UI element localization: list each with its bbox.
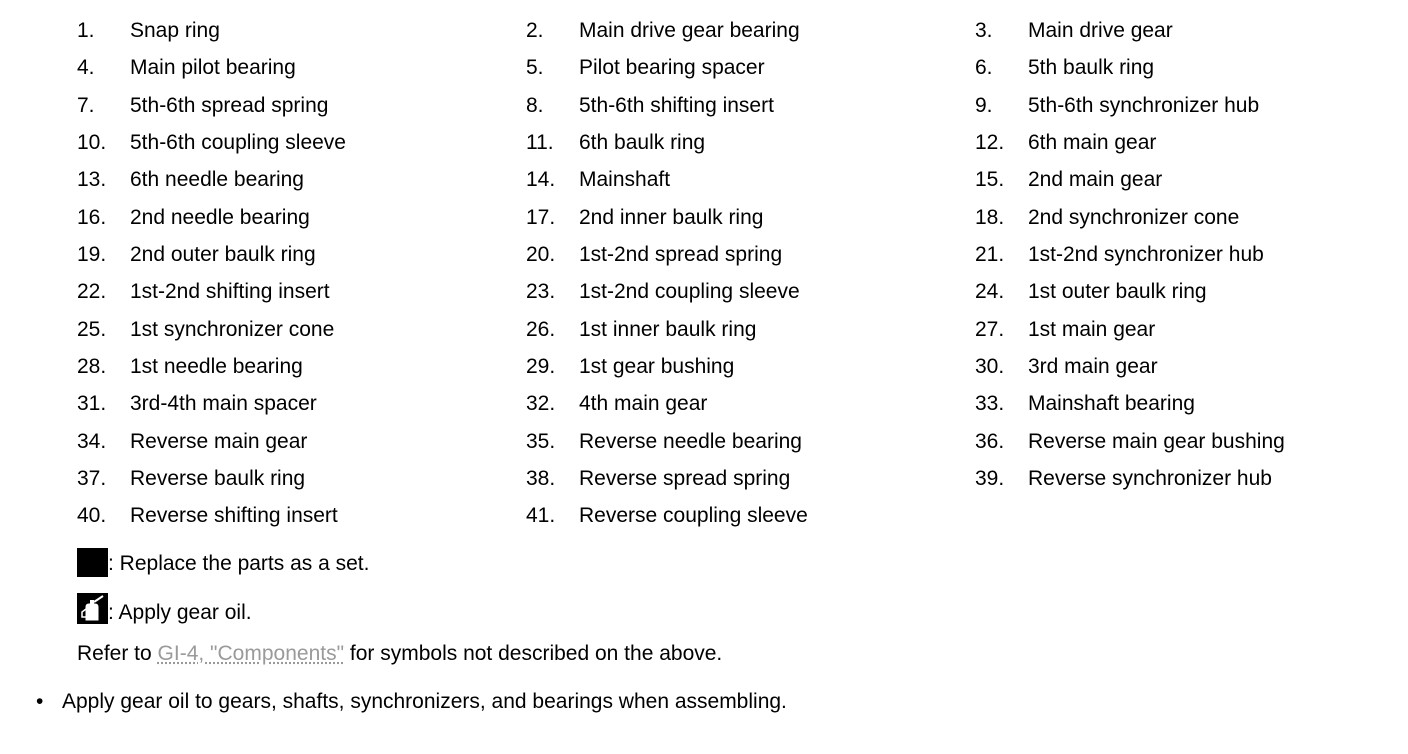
part-label: Reverse synchronizer hub — [1028, 467, 1272, 491]
part-label: 1st gear bushing — [579, 355, 735, 379]
part-number: 9. — [975, 93, 993, 117]
part-label: 1st outer baulk ring — [1028, 280, 1207, 304]
part-label: 2nd main gear — [1028, 168, 1163, 192]
part-number: 6. — [975, 56, 993, 80]
part-label: 4th main gear — [579, 392, 708, 416]
part-number: 22. — [77, 280, 107, 304]
part-label: Reverse shifting insert — [130, 504, 338, 528]
part-item — [77, 236, 316, 273]
part-number: 5. — [526, 56, 544, 80]
part-item — [77, 385, 317, 422]
part-item — [77, 460, 306, 497]
parts-row — [0, 12, 1408, 49]
part-item — [77, 87, 329, 124]
part-label: 1st synchronizer cone — [130, 317, 335, 341]
parts-row — [0, 49, 1408, 86]
part-label: 1st-2nd spread spring — [579, 243, 783, 267]
bullet-point: • — [36, 690, 44, 713]
part-label: 2nd outer baulk ring — [130, 243, 316, 267]
part-item — [975, 199, 1240, 236]
part-number: 27. — [975, 317, 1005, 341]
part-label: 5th-6th shifting insert — [579, 93, 774, 117]
part-label: 1st-2nd coupling sleeve — [579, 280, 800, 304]
part-item — [77, 161, 304, 198]
part-number: 29. — [526, 355, 556, 379]
refer-line — [77, 642, 722, 666]
part-item — [526, 12, 800, 49]
legend-replace-set-text: : Replace the parts as a set. — [108, 552, 370, 575]
part-item — [526, 385, 708, 422]
part-number: 1. — [77, 19, 95, 42]
part-label: 6th needle bearing — [130, 168, 304, 192]
part-label: 1st needle bearing — [130, 355, 303, 379]
part-number: 16. — [77, 205, 107, 229]
oil-can-icon — [77, 593, 108, 624]
part-number: 19. — [77, 243, 107, 267]
part-number: 12. — [975, 131, 1005, 155]
part-label: Reverse coupling sleeve — [579, 504, 808, 528]
part-number: 30. — [975, 355, 1005, 379]
part-number: 3. — [975, 19, 993, 42]
parts-row — [0, 161, 1408, 198]
part-label: Pilot bearing spacer — [579, 56, 765, 80]
part-number: 24. — [975, 280, 1005, 304]
part-label: 1st-2nd synchronizer hub — [1028, 243, 1264, 267]
part-item — [526, 273, 800, 310]
part-item — [526, 348, 735, 385]
filled-square-icon — [77, 548, 108, 577]
part-item — [77, 49, 296, 86]
part-number: 15. — [975, 168, 1005, 192]
parts-row — [0, 87, 1408, 124]
part-item — [526, 460, 791, 497]
part-label: 5th-6th synchronizer hub — [1028, 93, 1260, 117]
part-item — [975, 12, 1173, 49]
part-number: 39. — [975, 467, 1005, 491]
refer-prefix: Refer to — [77, 642, 158, 665]
part-number: 28. — [77, 355, 107, 379]
part-number: 18. — [975, 205, 1005, 229]
part-item — [526, 161, 671, 198]
part-item — [975, 87, 1260, 124]
part-number: 11. — [526, 131, 554, 155]
part-label: 2nd inner baulk ring — [579, 205, 764, 229]
part-label: Main drive gear bearing — [579, 19, 800, 42]
assembly-note — [36, 690, 787, 714]
part-item — [77, 311, 335, 348]
parts-row — [0, 460, 1408, 497]
part-label: 1st-2nd shifting insert — [130, 280, 330, 304]
parts-row — [0, 497, 1408, 534]
legend-replace-set — [77, 548, 369, 580]
part-item — [975, 124, 1157, 161]
part-label: 2nd needle bearing — [130, 205, 310, 229]
part-item — [526, 423, 802, 460]
part-number: 17. — [526, 205, 556, 229]
parts-row — [0, 124, 1408, 161]
part-number: 32. — [526, 392, 556, 416]
part-item — [975, 49, 1155, 86]
part-number: 20. — [526, 243, 556, 267]
part-item — [77, 348, 303, 385]
part-label: 2nd synchronizer cone — [1028, 205, 1240, 229]
part-item — [975, 348, 1158, 385]
legend-apply-oil — [77, 593, 252, 627]
part-label: 5th-6th spread spring — [130, 93, 329, 117]
components-link[interactable]: GI-4, "Components" — [157, 642, 345, 665]
part-item — [77, 12, 220, 49]
assembly-note-text: Apply gear oil to gears, shafts, synchronizers, and bearings when assembling. — [62, 690, 787, 713]
part-number: 26. — [526, 317, 556, 341]
part-number: 34. — [77, 429, 107, 453]
part-number: 8. — [526, 93, 544, 117]
part-number: 21. — [975, 243, 1005, 267]
refer-suffix: for symbols not described on the above. — [344, 642, 723, 665]
part-label: 5th baulk ring — [1028, 56, 1155, 80]
part-item — [975, 460, 1272, 497]
parts-row — [0, 199, 1408, 236]
part-number: 33. — [975, 392, 1005, 416]
part-label: Snap ring — [130, 19, 220, 42]
part-label: 6th main gear — [1028, 131, 1157, 155]
parts-row — [0, 385, 1408, 422]
part-label: 1st inner baulk ring — [579, 317, 757, 341]
part-item — [975, 273, 1207, 310]
part-number: 35. — [526, 429, 556, 453]
part-number: 41. — [526, 504, 556, 528]
part-number: 10. — [77, 131, 107, 155]
part-number: 36. — [975, 429, 1005, 453]
part-number: 13. — [77, 168, 107, 192]
part-label: Reverse spread spring — [579, 467, 791, 491]
part-item — [975, 311, 1156, 348]
part-number: 7. — [77, 93, 95, 117]
part-label: 3rd-4th main spacer — [130, 392, 317, 416]
part-item — [975, 385, 1195, 422]
parts-row — [0, 311, 1408, 348]
part-label: 3rd main gear — [1028, 355, 1158, 379]
part-item — [526, 199, 764, 236]
part-label: Mainshaft — [579, 168, 671, 192]
part-number: 2. — [526, 19, 544, 42]
part-label: 1st main gear — [1028, 317, 1156, 341]
part-item — [77, 273, 330, 310]
parts-row — [0, 273, 1408, 310]
part-item — [526, 124, 706, 161]
part-number: 38. — [526, 467, 556, 491]
part-item — [526, 311, 757, 348]
part-item — [975, 161, 1163, 198]
part-label: 5th-6th coupling sleeve — [130, 131, 346, 155]
part-item — [77, 497, 338, 534]
part-number: 25. — [77, 317, 107, 341]
part-label: 6th baulk ring — [579, 131, 706, 155]
part-label: Mainshaft bearing — [1028, 392, 1195, 416]
part-item — [526, 49, 765, 86]
parts-row — [0, 423, 1408, 460]
part-label: Main pilot bearing — [130, 56, 296, 80]
part-label: Reverse main gear — [130, 429, 308, 453]
part-number: 23. — [526, 280, 556, 304]
parts-list — [0, 12, 1408, 535]
part-item — [975, 423, 1285, 460]
part-label: Reverse main gear bushing — [1028, 429, 1285, 453]
parts-row — [0, 348, 1408, 385]
part-label: Reverse needle bearing — [579, 429, 802, 453]
part-label: Main drive gear — [1028, 19, 1173, 42]
part-number: 37. — [77, 467, 107, 491]
parts-row — [0, 236, 1408, 273]
part-number: 14. — [526, 168, 556, 192]
part-item — [526, 497, 808, 534]
part-item — [526, 87, 774, 124]
part-item — [77, 423, 308, 460]
part-item — [526, 236, 783, 273]
part-item — [77, 199, 310, 236]
legend-apply-oil-text: : Apply gear oil. — [108, 601, 252, 624]
part-item — [975, 236, 1264, 273]
part-number: 4. — [77, 56, 95, 80]
part-number: 31. — [77, 392, 107, 416]
part-number: 40. — [77, 504, 107, 528]
part-item — [77, 124, 346, 161]
part-label: Reverse baulk ring — [130, 467, 306, 491]
